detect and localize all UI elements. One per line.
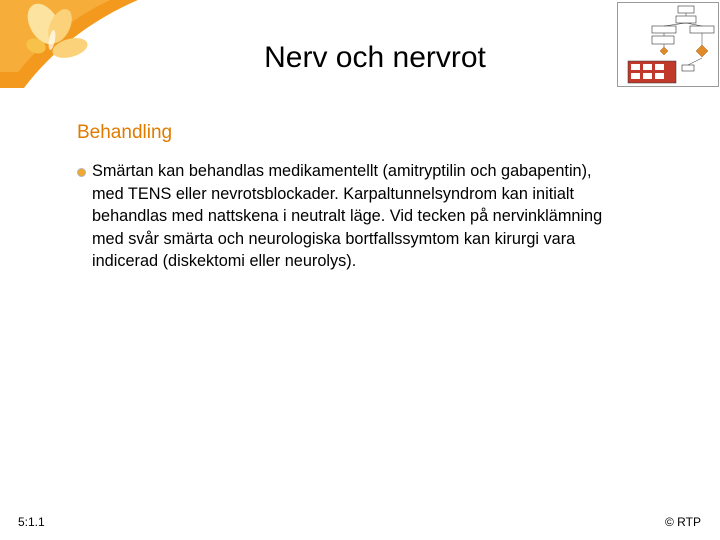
bullet-line: med TENS eller nevrotsblockader. Karpaltunnelsyndrom kan initialt — [92, 184, 575, 203]
butterfly-logo-icon — [0, 0, 140, 92]
flowchart-thumbnail-icon — [617, 2, 719, 87]
bullet-line: behandlas med nattskena i neutralt läge. Vid tecken på nervinklämning — [92, 207, 603, 225]
bullet-line: med svår smärta och neurologiska bortfallssymtom kan kirurgi vara — [92, 229, 576, 248]
bullet-list — [77, 160, 677, 273]
bullet-dot-icon — [77, 168, 86, 177]
bullet-line: indicerad (diskektomi eller neurolys). — [92, 252, 357, 270]
bullet-line: Smärtan kan behandlas medikamentellt (amitryptilin och gabapentin), — [92, 162, 592, 180]
bullet-item — [77, 160, 677, 273]
section-heading: Behandling — [77, 122, 173, 143]
slide-number: 5:1.1 — [18, 515, 45, 529]
copyright-notice: © RTP — [665, 515, 701, 529]
slide-title: Nerv och nervrot — [264, 41, 486, 74]
